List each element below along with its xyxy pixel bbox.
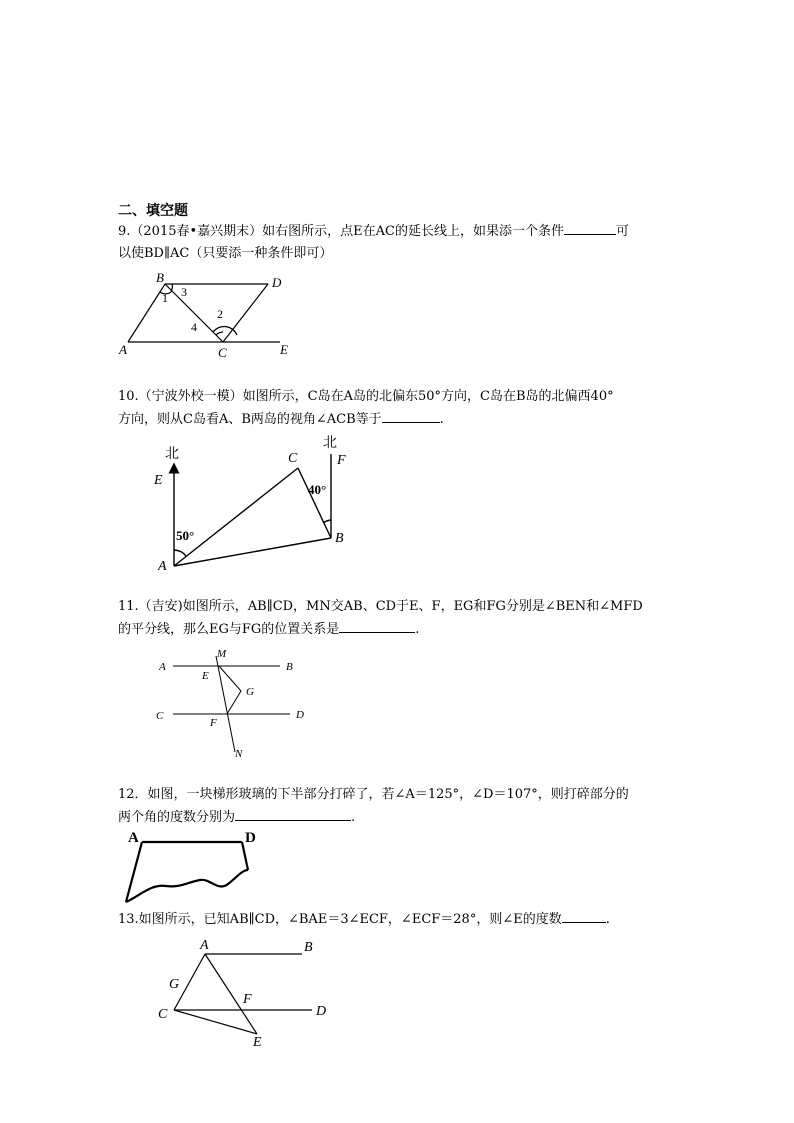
label-b: B: [335, 531, 344, 546]
label-d: D: [316, 1004, 327, 1019]
question-10-text-tail: .: [439, 412, 444, 427]
answer-blank-9[interactable]: [564, 220, 616, 235]
label-m: M: [217, 648, 227, 660]
question-9-line-1: [118, 220, 678, 243]
label-n: N: [235, 748, 243, 760]
label-d: D: [245, 830, 256, 846]
line-cb: [298, 468, 331, 538]
question-12-line-1: 12．如图，一块梯形玻璃的下半部分打碎了，若∠A＝125°，∠D＝107°，则打碎部分的: [118, 787, 629, 802]
question-9-line-2: 以使BD∥AC（只要添一种条件即可）: [118, 246, 333, 261]
question-9: [118, 220, 678, 265]
question-10-text: 方向，则从C岛看A、B两岛的视角∠ACB等于: [118, 412, 382, 427]
label-angle-50: 50°: [176, 528, 195, 543]
label-b: B: [286, 661, 293, 673]
figure-q10: [148, 432, 368, 582]
label-north-b: 北: [323, 436, 337, 451]
question-10: [118, 386, 678, 431]
label-c: C: [288, 451, 298, 466]
question-11-line-2: [118, 618, 678, 641]
label-angle-40: 40°: [308, 482, 327, 497]
question-13-text-tail: .: [605, 912, 610, 927]
question-11-line-1: 11.（吉安)如图所示，AB∥CD，MN交AB、CD于E、F，EG和FG分别是∠BEN和∠MFD: [118, 599, 643, 614]
angle-arc-3: [171, 284, 172, 291]
answer-blank-13[interactable]: [562, 908, 606, 923]
angle-arc-50: [174, 550, 186, 556]
label-d: D: [272, 275, 282, 290]
question-11-text: 的平分线，那么EG与FG的位置关系是: [118, 622, 340, 637]
label-a: A: [128, 830, 139, 846]
label-g: G: [169, 977, 180, 992]
label-angle-3: 3: [181, 285, 187, 299]
label-angle-4: 4: [191, 320, 197, 334]
label-angle-2: 2: [217, 307, 223, 321]
figure-q12: [118, 826, 258, 906]
line-ab: [128, 284, 165, 342]
answer-blank-12[interactable]: [235, 806, 351, 821]
label-f: F: [243, 992, 252, 1007]
section-title: 二、填空题: [118, 203, 188, 219]
label-c: C: [158, 1007, 168, 1022]
label-d: D: [296, 709, 304, 721]
label-b: B: [304, 940, 313, 955]
question-10-line-1: 10.（宁波外校一模）如图所示，C岛在A岛的北偏东50°方向，C岛在B岛的北偏西40°: [118, 389, 614, 404]
label-e: E: [202, 670, 209, 682]
label-f: F: [337, 453, 346, 468]
question-12: [118, 784, 678, 829]
question-9-text: 9.（2015春•嘉兴期末）如右图所示，点E在AC的延长线上，如果添一个条件: [118, 224, 564, 239]
line-cd: [223, 284, 268, 342]
label-b: B: [156, 270, 164, 285]
label-e: E: [154, 473, 163, 488]
line-mn: [216, 656, 235, 752]
label-e: E: [280, 342, 288, 357]
question-11-text-tail: .: [415, 622, 420, 637]
line-ab: [174, 538, 331, 566]
figure-q13: [150, 934, 340, 1052]
question-13-line-1: [118, 908, 678, 931]
answer-blank-11[interactable]: [339, 618, 415, 633]
label-c: C: [218, 345, 227, 360]
line-ce: [174, 1010, 257, 1034]
angle-arc-40: [323, 520, 331, 523]
question-9-text-tail: 可: [615, 224, 629, 239]
label-north-a: 北: [165, 447, 179, 462]
question-10-line-2: [118, 408, 678, 431]
broken-edge: [126, 870, 248, 902]
figure-q9: [110, 268, 310, 363]
label-a: A: [200, 938, 209, 953]
line-ac: [174, 468, 298, 566]
figure-q11: [150, 644, 320, 762]
label-angle-1: 1: [162, 291, 168, 305]
answer-blank-10[interactable]: [382, 408, 440, 423]
label-a: A: [119, 342, 127, 357]
label-f: F: [210, 717, 217, 729]
question-13-text: 13.如图所示，已知AB∥CD，∠BAE＝3∠ECF，∠ECF＝28°，则∠E的度数: [118, 912, 562, 927]
angle-arc-4: [216, 332, 223, 335]
label-g: G: [246, 686, 254, 698]
left-edge: [126, 842, 142, 902]
question-11: [118, 596, 678, 641]
label-a: A: [158, 559, 167, 574]
label-c: C: [156, 710, 164, 722]
question-13: [118, 908, 678, 931]
line-fg: [227, 691, 241, 714]
question-12-text-tail: .: [351, 810, 356, 825]
right-edge: [242, 842, 248, 870]
label-e: E: [253, 1035, 262, 1050]
question-12-text: 两个角的度数分别为: [118, 810, 236, 825]
label-a: A: [159, 661, 166, 673]
